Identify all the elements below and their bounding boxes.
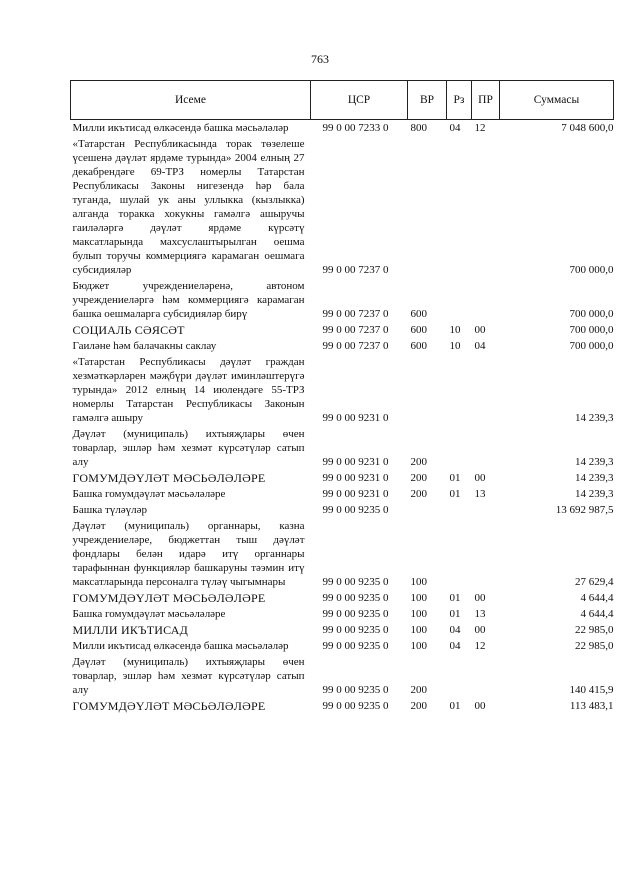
header-name: Исеме [71,81,311,120]
cell-name: «Татарстан Республикасы дәүләт граждан хезмәткәрләрен мәҗбүри дәүләт иминләштерүгә турында» 2012 елның 14 июлендәге 55-ТРЗ номерлы Татарстан Республикасы Законын гамәлгә ашыру [72,356,305,424]
header-pr: ПР [472,81,500,120]
cell-vr: 800 [410,122,427,134]
cell-csr: 99 0 00 9235 0 [322,684,389,696]
cell-sum: 700 000,0 [569,324,614,336]
cell-name: ГОМУМДӘҮЛӘТ МӘСЬӘЛӘЛӘРЕ [72,591,266,605]
cell-vr: 200 [410,456,427,468]
cell-name: Дәүләт (муниципаль) ихтыяҗлары өчен товарлар, эшләр һәм хезмәт күрсәтүләр сатып алу [72,428,305,468]
cell-name: ГОМУМДӘҮЛӘТ МӘСЬӘЛӘЛӘРЕ [72,699,266,713]
page-number: 763 [311,52,329,66]
cell-name: Башка гомумдәүләт мәсьәләләре [72,488,226,500]
table-row [71,278,614,322]
cell-pr [472,518,500,590]
cell-rz: 01 [449,700,461,712]
cell-vr: 600 [410,324,427,336]
cell-sum: 14 239,3 [575,412,614,424]
cell-rz: 04 [449,640,461,652]
cell-pr: 00 [474,472,486,484]
header-vr: ВР [408,81,447,120]
cell-sum: 7 048 600,0 [561,122,614,134]
cell-sum: 14 239,3 [575,488,614,500]
cell-pr [472,354,500,426]
cell-csr: 99 0 00 9235 0 [322,700,389,712]
cell-pr [472,136,500,278]
cell-vr: 100 [410,592,427,604]
cell-csr: 99 0 00 9235 0 [322,624,389,636]
cell-name: Бюджет учреждениеләренә, автоном учреждениеләргә һәм коммерциягә карамаган башка оешмаларга субсидияләр бирү [72,280,305,320]
cell-pr: 13 [474,488,486,500]
cell-pr: 00 [474,700,486,712]
cell-name: Башка түләүләр [72,504,148,516]
cell-sum: 4 644,4 [580,608,614,620]
cell-pr: 00 [474,592,486,604]
cell-name: Милли икътисад өлкәсендә башка мәсьәләләр [72,122,289,134]
cell-name: Дәүләт (муниципаль) органнары, казна учреждениеләре, бюджеттан тыш дәүләт фондлары белән идарә итү органнары тарафыннан функцияләр башкаруны тәэмин итү максатларында персоналга түләү чыгымнары [72,520,305,588]
cell-rz: 04 [449,122,461,134]
cell-csr: 99 0 00 9231 0 [322,412,389,424]
cell-vr: 100 [410,608,427,620]
cell-csr: 99 0 00 7233 0 [322,122,389,134]
cell-name: МИЛЛИ ИКЪТИСАД [72,623,188,637]
cell-pr [472,278,500,322]
table-row [71,606,614,622]
table-row [71,590,614,606]
cell-sum: 700 000,0 [569,340,614,352]
cell-sum: 4 644,4 [580,592,614,604]
cell-name: Гаиләне һәм балачакны саклау [72,340,217,352]
cell-sum: 22 985,0 [575,640,614,652]
cell-name: ГОМУМДӘҮЛӘТ МӘСЬӘЛӘЛӘРЕ [72,471,266,485]
table-row [71,638,614,654]
table-row [71,622,614,638]
cell-sum: 27 629,4 [575,576,614,588]
cell-name: Башка гомумдәүләт мәсьәләләре [72,608,226,620]
cell-vr [408,354,447,426]
cell-pr: 13 [474,608,486,620]
table-row [71,698,614,714]
cell-csr: 99 0 00 9231 0 [322,456,389,468]
table-row [71,338,614,354]
cell-vr: 600 [410,308,427,320]
cell-rz [447,426,472,470]
cell-sum: 22 985,0 [575,624,614,636]
cell-pr: 00 [474,624,486,636]
cell-rz [447,502,472,518]
table-row [71,136,614,278]
cell-vr: 100 [410,576,427,588]
cell-sum: 14 239,3 [575,472,614,484]
cell-csr: 99 0 00 9231 0 [322,472,389,484]
cell-rz: 10 [449,324,461,336]
cell-sum: 700 000,0 [569,308,614,320]
cell-rz [447,136,472,278]
table-row [71,426,614,470]
cell-csr: 99 0 00 7237 0 [322,340,389,352]
cell-vr: 100 [410,624,427,636]
cell-sum: 700 000,0 [569,264,614,276]
cell-rz: 04 [449,624,461,636]
cell-name: Дәүләт (муниципаль) ихтыяҗлары өчен товарлар, эшләр һәм хезмәт күрсәтүләр сатып алу [72,656,305,696]
cell-rz: 01 [449,592,461,604]
table-header-row [71,81,614,120]
cell-rz: 01 [449,488,461,500]
budget-table [70,80,614,714]
header-sum: Суммасы [500,81,614,120]
table-row [71,354,614,426]
cell-name: СОЦИАЛЬ СӘЯСӘТ [72,323,185,337]
table-row [71,654,614,698]
cell-vr: 200 [410,684,427,696]
table-row [71,322,614,338]
cell-name: Милли икътисад өлкәсендә башка мәсьәләләр [72,640,289,652]
cell-sum: 113 483,1 [569,700,614,712]
cell-pr [472,426,500,470]
cell-pr: 04 [474,340,486,352]
cell-sum: 13 692 987,5 [555,504,614,516]
cell-csr: 99 0 00 9231 0 [322,488,389,500]
cell-csr: 99 0 00 7237 0 [322,324,389,336]
header-rz: Рз [447,81,472,120]
cell-csr: 99 0 00 9235 0 [322,640,389,652]
cell-name: «Татарстан Республикасында торак төзелеше үсешенә дәүләт ярдәме турында» 2004 елның 27 декабрендәге 69-ТРЗ номерлы Татарстан Республикасы Законы нигезендә һәр бала туганда, шулай ук аны уллыкка (кызлыкка) алганда торакка хокукны гамәлгә ашыручы гаиләләргә дәүләт ярдәме күрсәтү максатларында махсуслаштырылган оешма булып торучы коммерциягә карамаган оешмага субсидияләр [72,138,305,276]
cell-csr: 99 0 00 9235 0 [322,608,389,620]
cell-csr: 99 0 00 9235 0 [322,592,389,604]
cell-vr: 600 [410,340,427,352]
cell-rz [447,354,472,426]
cell-vr [408,502,447,518]
cell-vr: 200 [410,488,427,500]
cell-pr [472,502,500,518]
cell-rz [447,654,472,698]
header-csr: ЦСР [311,81,408,120]
cell-rz [447,278,472,322]
cell-rz [447,518,472,590]
table-row [71,518,614,590]
cell-csr: 99 0 00 9235 0 [322,504,389,516]
table-body [71,120,614,715]
table-row [71,502,614,518]
cell-pr: 00 [474,324,486,336]
cell-sum: 14 239,3 [575,456,614,468]
cell-vr: 200 [410,700,427,712]
table-row [71,486,614,502]
table-row [71,120,614,137]
cell-pr [472,654,500,698]
cell-csr: 99 0 00 7237 0 [322,264,389,276]
cell-pr: 12 [474,122,486,134]
cell-rz: 01 [449,608,461,620]
table-row [71,470,614,486]
cell-sum: 140 415,9 [569,684,614,696]
cell-pr: 12 [474,640,486,652]
cell-vr: 100 [410,640,427,652]
cell-vr: 200 [410,472,427,484]
cell-rz: 01 [449,472,461,484]
cell-csr: 99 0 00 7237 0 [322,308,389,320]
cell-rz: 10 [449,340,461,352]
cell-vr [408,136,447,278]
cell-csr: 99 0 00 9235 0 [322,576,389,588]
